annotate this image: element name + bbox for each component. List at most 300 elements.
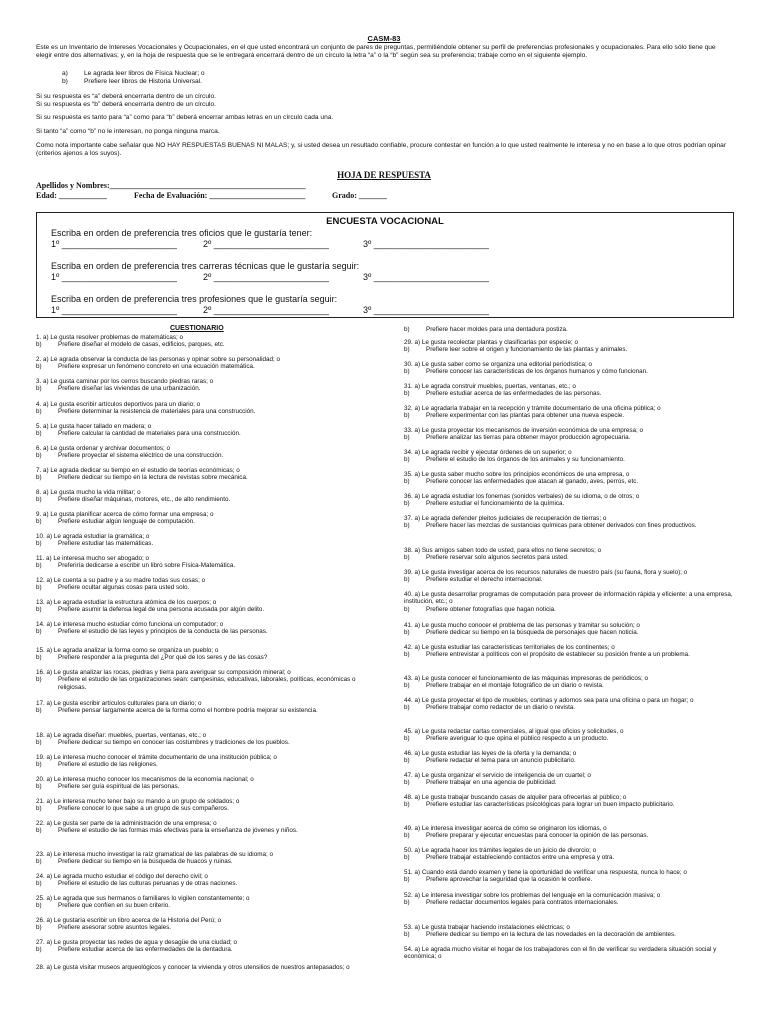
option-b-letter: b)	[36, 518, 42, 526]
question-option-b[interactable]	[36, 408, 378, 415]
option-b-letter: b)	[36, 739, 42, 747]
question-option-b[interactable]	[404, 326, 740, 333]
question-option-b[interactable]	[404, 682, 740, 689]
name-field[interactable]: Apellidos y Nombres:_________________________________________________	[36, 181, 306, 190]
option-b-letter: b)	[404, 478, 410, 486]
question-item	[404, 728, 740, 743]
question-item	[404, 515, 740, 530]
question-option-a[interactable]: 27. a) Le gusta proyectar las redes de agua y desagüe de una ciudad; o	[36, 939, 237, 946]
question-option-a[interactable]: 15. a) Le agrada analizar la forma como se organiza un pueblo; o	[36, 647, 219, 654]
question-option-b[interactable]	[36, 363, 378, 370]
question-option-b[interactable]	[404, 629, 740, 636]
option-b-letter: b)	[404, 605, 410, 613]
question-item	[36, 820, 378, 835]
question-option-b[interactable]	[36, 924, 378, 931]
question-option-b[interactable]	[36, 880, 378, 887]
option-b-letter: b)	[404, 522, 410, 530]
option-b-text: Prefiere trabajar en una agencia de publicidad.	[426, 779, 557, 787]
question-option-a[interactable]: 50. a) Le agrada hacer los trámites legales de un juicio de divorcio; o	[404, 847, 597, 854]
question-item	[404, 547, 740, 562]
rule-both: Si su respuesta es tanto para “a” como para “b” deberá encerrar ambas letras en un círculo cada una.	[36, 114, 334, 121]
question-option-b[interactable]	[36, 628, 378, 635]
option-b-letter: b)	[36, 363, 42, 371]
question-option-a[interactable]: 20. a) Le interesa mucho conocer los mecanismos de la economía nacional; o	[36, 776, 254, 783]
question-option-a[interactable]: 13. a) Le agrada estudiar la estructura atómica de los cuerpos; o	[36, 599, 217, 606]
question-item	[36, 776, 378, 791]
question-option-b[interactable]	[404, 854, 740, 861]
question-option-a[interactable]: 52. a) Le interesa investigar sobre los problemas del lenguaje en la comunicación masiva; o	[404, 892, 661, 899]
option-b-letter: b)	[36, 341, 42, 349]
question-option-a[interactable]: 45. a) Le gusta redactar cartas comerciales, al igual que oficios y solicitudes, o	[404, 728, 624, 735]
question-option-a[interactable]: 24. a) Le agrada mucho estudiar el código del derecho civil; o	[36, 873, 208, 880]
question-option-b[interactable]	[36, 654, 378, 661]
option-b-text: Prefiere estudiar las matemáticas.	[58, 540, 154, 548]
option-b-letter: b)	[404, 832, 410, 840]
question-option-b[interactable]	[36, 827, 378, 834]
option-b-letter: b)	[404, 931, 410, 939]
question-option-b[interactable]	[36, 518, 378, 525]
question-item	[404, 847, 740, 862]
question-item	[36, 873, 378, 888]
question-option-b[interactable]	[36, 606, 378, 613]
answer-carrera-2[interactable]: 2º _______________________	[203, 272, 329, 282]
survey-question-carreras: Escriba en orden de preferencia tres carreras técnicas que le gustaría seguir:	[51, 261, 360, 271]
question-item	[404, 644, 740, 659]
option-b-letter: b)	[36, 540, 42, 548]
question-option-a[interactable]: 14. a) Le interesa mucho estudiar cómo funciona un computador; o	[36, 621, 224, 628]
question-option-b[interactable]	[36, 452, 378, 459]
option-b-text: Prefiere calcular la cantidad de materiales para una construcción.	[58, 430, 241, 438]
option-b-letter: b)	[36, 924, 42, 932]
question-item	[404, 869, 740, 884]
option-b-letter: b)	[404, 779, 410, 787]
question-option-b[interactable]	[404, 522, 740, 529]
question-item	[36, 445, 378, 460]
option-b-letter: b)	[36, 584, 42, 592]
question-option-b[interactable]	[36, 474, 378, 481]
question-item	[36, 577, 378, 592]
question-option-a[interactable]: 30. a) Le gusta saber como se organiza una editorial periodística; o	[404, 361, 592, 368]
option-b-letter: b)	[36, 562, 42, 570]
question-item	[36, 669, 378, 691]
answer-profesion-2[interactable]: 2º _______________________	[203, 305, 329, 315]
question-option-b[interactable]	[404, 651, 740, 658]
question-item	[404, 892, 740, 907]
answer-oficio-2[interactable]: 2º _______________________	[203, 239, 329, 249]
questions-right-column	[404, 326, 740, 1024]
answer-sheet-heading: HOJA DE RESPUESTA	[337, 170, 431, 180]
option-b-letter: b)	[404, 434, 410, 442]
question-item	[36, 895, 378, 910]
answer-carrera-3[interactable]: 3º _______________________	[363, 272, 489, 282]
question-option-a[interactable]: 33. a) Le gusta proyectar los mecanismos de inversión económica de una empresa; o	[404, 427, 644, 434]
option-b-text: Prefiere diseñar el modelo de casas, edificios, parques, etc.	[58, 341, 225, 349]
question-item	[36, 467, 378, 482]
option-b-letter: b)	[404, 554, 410, 562]
question-option-b[interactable]	[404, 576, 740, 583]
question-item	[36, 533, 378, 548]
option-b-text: Prefiere estudiar acerca de las enfermedades de la dentadura.	[58, 946, 233, 954]
question-option-a[interactable]: 19. a) Le interesa mucho conocer el trámite documentario de una institución pública; o	[36, 754, 277, 761]
question-item	[36, 511, 378, 526]
question-option-a[interactable]: 35. a) Le gusta saber mucho sobre los principios económicos de una empresa, o	[404, 471, 630, 478]
option-b-text: Prefiere averiguar lo que opina el público respecto a un producto.	[426, 735, 609, 743]
option-b-letter: b)	[404, 346, 410, 354]
option-b-letter: b)	[404, 854, 410, 862]
option-b-letter: b)	[404, 682, 410, 690]
option-b-text: Prefiere expresar un fenómeno concreto en una ecuación matemática.	[58, 363, 255, 371]
option-b-letter: b)	[404, 629, 410, 637]
question-option-b[interactable]	[36, 805, 378, 812]
option-b-letter: b)	[36, 654, 42, 662]
question-option-b[interactable]	[36, 385, 378, 392]
question-option-a[interactable]: 7. a) Le agrada dedicar su tiempo en el estudio de teorías económicas; o	[36, 467, 240, 474]
option-b-letter: b)	[404, 651, 410, 659]
question-option-a[interactable]: 29. a) Le gusta recolectar plantas y clasificarlas por especie; o	[404, 339, 578, 346]
question-option-a[interactable]: 3. a) Le gusta caminar por los cerros buscando piedras raras; o	[36, 378, 214, 385]
option-b-letter: b)	[36, 707, 42, 715]
question-option-a[interactable]: 32. a) Le agradaría trabajar en la recepción y trámite documentario de una oficina pública; o	[404, 405, 661, 412]
question-item	[404, 383, 740, 398]
option-b-text: Prefiere estudiar algún lenguaje de computación.	[58, 518, 195, 526]
question-option-b[interactable]	[36, 707, 378, 714]
question-item	[36, 489, 378, 504]
option-b-letter: b)	[36, 946, 42, 954]
questions-left-column	[36, 334, 378, 1024]
question-option-b[interactable]	[404, 434, 740, 441]
question-item	[404, 471, 740, 486]
option-b-letter: b)	[36, 430, 42, 438]
question-item	[36, 555, 378, 570]
survey-heading: ENCUESTA VOCACIONAL	[326, 216, 444, 227]
option-b-text: Prefiere estudiar el derecho internacional.	[426, 576, 543, 584]
age-field[interactable]: Edad: ____________	[36, 191, 107, 200]
question-option-a[interactable]: 18. a) Le agrada diseñar: muebles, puertas, ventanas, etc.; o	[36, 732, 207, 739]
question-option-b[interactable]	[404, 390, 740, 397]
option-b-text: Prefiere reservar solo algunos secretos para usted.	[426, 554, 569, 562]
option-b-text: Prefiere pensar largamente acerca de la forma como el hombre podría mejorar su existencia.	[58, 707, 318, 715]
option-b-letter: b)	[36, 805, 42, 813]
option-b-text: Prefiere conocer lo que sabe a un grupo de sus compañeros.	[58, 805, 229, 813]
question-option-a[interactable]: 49. a) Le interesa investigar acerca de cómo se originaron los idiomas, o	[404, 825, 607, 832]
question-option-b[interactable]	[36, 946, 378, 953]
question-option-a[interactable]: 42. a) Le gusta estudiar las características territoriales de los continentes; o	[404, 644, 615, 651]
question-option-b[interactable]	[404, 346, 740, 353]
question-option-a[interactable]: 2. a) Le agrada observar la conducta de las personas y opinar sobre su personalidad; o	[36, 356, 280, 363]
question-item	[404, 794, 740, 809]
question-option-b[interactable]	[404, 478, 740, 485]
question-item	[404, 339, 740, 354]
question-item	[404, 697, 740, 712]
option-b-text: Prefiere estudiar acerca de las enfermedades de las personas.	[426, 390, 602, 398]
option-b-letter: b)	[36, 452, 42, 460]
option-b-letter: b)	[36, 676, 42, 684]
question-item	[404, 427, 740, 442]
option-b-text: Prefiere hacer moldes para una dentadura postiza.	[426, 326, 568, 333]
question-item	[36, 798, 378, 813]
question-option-b[interactable]	[36, 341, 378, 348]
option-b-letter: b)	[404, 500, 410, 508]
rule-b: Si su respuesta es “b” deberá encerrarla dentro de un círculo.	[36, 101, 216, 109]
grade-field[interactable]: Grado: _______	[332, 191, 387, 200]
rule-a: Si su respuesta es “a” deberá encerrarla dentro de un círculo.	[36, 93, 216, 100]
answer-oficio-1[interactable]: 1º _______________________	[51, 239, 177, 249]
question-item	[404, 449, 740, 464]
question-item	[36, 334, 378, 349]
example-option-b: b) Prefiere leer libros de Historia Universal.	[62, 78, 202, 86]
question-option-b[interactable]	[404, 931, 740, 938]
question-option-b[interactable]	[36, 676, 378, 691]
question-option-a[interactable]: 51. a) Cuando está dando examen y tiene la oportunidad de verificar una respuesta, nunca lo hace; o	[404, 869, 687, 876]
option-b-text: Prefiere dedicar su tiempo en la lectura de las novedades en la decoración de ambientes.	[426, 931, 676, 939]
option-b-text: Prefiere el estudio de las organizaciones sean: campesinas, educativas, laborales, políticas, económicas o religiosas.	[58, 676, 356, 691]
question-option-a[interactable]: 25. a) Le agrada que sus hermanos o familiares lo vigilen constantemente; o	[36, 895, 250, 902]
question-option-a[interactable]: 16. a) Le gusta analizar las rocas, piedras y tierra para averiguar su composición mineral; o	[36, 669, 291, 676]
important-note: Como nota importante cabe señalar que NO HAY RESPUESTAS BUENAS NI MALAS; y, si usted desea un resultado confiable, procure contestar en función a lo que usted realmente le interesa y no en base a lo que otros podrían opinar (criterios ajenos a los suyos).	[36, 142, 727, 158]
question-option-b[interactable]	[36, 562, 378, 569]
option-b-text: Prefiere el estudio de las religiones.	[58, 761, 158, 769]
question-item	[36, 851, 378, 866]
question-item	[36, 700, 378, 715]
option-b-letter: b)	[36, 880, 42, 888]
question-option-b[interactable]	[404, 704, 740, 711]
option-b-letter: b)	[404, 368, 410, 376]
question-option-a[interactable]: 21. a) Le interesa mucho tener bajo su mando a un grupo de soldados; o	[36, 798, 240, 805]
question-item	[36, 401, 378, 416]
question-option-a[interactable]: 4. a) Le gusta escribir artículos deportivos para un diario; o	[36, 401, 201, 408]
option-b-text: Prefiere redactar el tema para un anuncio publicitario.	[426, 757, 576, 765]
option-b-text: Prefiere asesorar sobre asuntos legales.	[58, 924, 172, 932]
option-b-text: Prefiere que confíen en su buen criterio.	[58, 902, 171, 910]
option-b-text: Prefiere conocer las enfermedades que atacan al ganado, aves, perros, etc.	[426, 478, 639, 486]
question-item	[404, 750, 740, 765]
question-option-b[interactable]	[36, 540, 378, 547]
option-b-letter: b)	[404, 390, 410, 398]
option-b-letter: b)	[36, 858, 42, 866]
question-item	[36, 647, 378, 662]
question-item	[36, 356, 378, 371]
question-option-b[interactable]	[404, 500, 740, 507]
option-b-text: Prefiere ocultar algunas cosas para usted solo.	[58, 584, 190, 592]
option-b-letter: b)	[36, 606, 42, 614]
question-option-b[interactable]	[36, 902, 378, 909]
rule-none: Si tanto “a” como “b” no le interesan, no ponga ninguna marca.	[36, 128, 220, 135]
answer-carrera-1[interactable]: 1º _______________________	[51, 272, 177, 282]
question-option-a[interactable]: 54. a) Le agrada mucho visitar el hogar de los trabajadores con el fin de verificar su verdadera situación social y económica; o	[404, 946, 717, 961]
question-item	[404, 493, 740, 508]
option-b-text: Prefiere hacer las mezclas de sustancias químicas para obtener derivados con fines productivos.	[426, 522, 697, 530]
example-option-a: a) Le agrada leer libros de Física Nuclear; o	[62, 70, 205, 77]
question-item	[404, 569, 740, 584]
question-option-a[interactable]: 39. a) Le gusta investigar acerca de los recursos naturales de nuestro país (su fauna, flora y suelo); o	[404, 569, 688, 576]
question-item	[36, 754, 378, 769]
question-option-a[interactable]: 31. a) Le agrada construir muebles, puertas, ventanas, etc.; o	[404, 383, 576, 390]
vocational-survey-box	[36, 212, 734, 318]
question-item	[404, 675, 740, 690]
option-b-letter: b)	[36, 827, 42, 835]
option-b-text: Prefiere dedicar su tiempo en la búsqueda de huacos y ruinas.	[58, 858, 233, 866]
option-b-text: Prefiere conocer las características de los órganos humanos y cómo funcionan.	[426, 368, 648, 376]
option-b-text: Prefiere el estudio de las formas más efectivas para la enseñanza de jóvenes y niños.	[58, 827, 298, 835]
question-option-b[interactable]	[404, 412, 740, 419]
rules-block	[36, 93, 732, 109]
question-item	[404, 591, 740, 613]
option-b-text: Prefiere aprovechar la seguridad que la ocasión le confiere.	[426, 876, 593, 884]
option-b-letter: b)	[36, 902, 42, 910]
question-option-a[interactable]: 9. a) Le gusta planificar acerca de cómo formar una empresa; o	[36, 511, 214, 518]
question-option-b[interactable]	[36, 496, 378, 503]
option-b-text: Prefiere redactar documentos legales para contratos internacionales.	[426, 899, 619, 907]
question-option-b[interactable]	[404, 779, 740, 786]
info-fields	[36, 191, 736, 200]
option-b-text: Preferiría dedicarse a escribir un libro sobre Física-Matemática.	[58, 562, 236, 570]
question-option-b[interactable]	[404, 554, 740, 561]
option-b-text: Prefiere proyectar el sistema eléctrico de una construcción.	[58, 452, 224, 460]
question-option-b[interactable]	[404, 899, 740, 906]
option-b-letter: b)	[404, 899, 410, 907]
option-b-text: Prefiere analizar las tierras para obtener mayor producción agropecuaria.	[426, 434, 631, 442]
example-block	[36, 70, 732, 86]
question-option-b[interactable]	[404, 606, 740, 613]
question-item	[404, 772, 740, 787]
option-b-letter: b)	[36, 783, 42, 791]
question-option-b[interactable]	[36, 430, 378, 437]
option-b-letter: b)	[404, 456, 410, 464]
option-b-text: Prefiere estudiar el funcionamiento de la química.	[426, 500, 565, 508]
option-b-text: Prefiere preparar y ejecutar encuestas para conocer la opinión de las personas.	[426, 832, 649, 840]
question-option-a[interactable]: 26. a) Le gustaría escribir un libro acerca de la Historia del Perú; o	[36, 917, 222, 924]
option-b-letter: b)	[404, 412, 410, 420]
question-item	[404, 946, 740, 961]
option-b-letter: b)	[404, 735, 410, 743]
option-b-letter: b)	[404, 757, 410, 765]
option-b-letter: b)	[36, 761, 42, 769]
option-b-text: Prefiere trabajar estableciendo contactos entre una empresa y otra.	[426, 854, 615, 862]
evaluation-date-field[interactable]: Fecha de Evaluación: ________________________	[134, 191, 306, 200]
question-option-a[interactable]: 48. a) Le gusta trabajar buscando casas de alquiler para ofrecerlas al público; o	[404, 794, 627, 801]
question-option-a[interactable]: 44. a) Le gusta proyectar el tipo de muebles, cortinas y adornos sea para una oficina o para un hogar; o	[404, 697, 694, 704]
option-b-letter: b)	[404, 704, 410, 712]
question-item	[404, 326, 740, 333]
option-b-text: Prefiere trabajar en el montaje fotográfico de un diario o revista.	[426, 682, 604, 690]
question-option-a[interactable]: 41. a) Le gusta mucho conocer el problema de las personas y tramitar su solución; o	[404, 622, 640, 629]
question-option-a[interactable]: 17. a) Le gusta escribir artículos culturales para un diario; o	[36, 700, 202, 707]
answer-profesion-3[interactable]: 3º _______________________	[363, 305, 489, 315]
question-option-a[interactable]: 46. a) Le gusta estudiar las leyes de la oferta y la demanda; o	[404, 750, 577, 757]
question-item	[404, 825, 740, 840]
question-item	[36, 732, 378, 747]
question-option-a[interactable]: 12. a) Le cuenta a su padre y a su madre todas sus cosas; o	[36, 577, 206, 584]
question-option-a[interactable]: 11. a) Le interesa mucho ser abogado; o	[36, 555, 149, 562]
document-title: CASM-83	[367, 34, 401, 43]
question-option-b[interactable]	[404, 735, 740, 742]
question-option-a[interactable]: 43. a) Le gusta conocer el funcionamiento de las máquinas impresoras de periódicos; o	[404, 675, 648, 682]
option-b-text: Prefiere estudiar las características psicológicas para lograr un buen impacto publicitario.	[426, 801, 675, 809]
option-b-text: Prefiere dedicar su tiempo en la búsqueda de personajes que hacen noticia.	[426, 629, 639, 637]
question-option-a[interactable]: 1. a) Le gusta resolver problemas de matemáticas; o	[36, 334, 183, 341]
question-item	[36, 599, 378, 614]
question-option-a[interactable]: 8. a) Le gusta mucho la vida militar; o	[36, 489, 141, 496]
option-b-text: Prefiere entrevistar a políticos con el propósito de establecer su posición frente a un problema.	[426, 651, 690, 659]
option-b-text: Prefiere experimentar con las plantas para obtener una nueva especie.	[426, 412, 625, 420]
question-option-b[interactable]	[404, 832, 740, 839]
option-b-letter: b)	[36, 628, 42, 636]
question-option-b[interactable]	[404, 757, 740, 764]
option-b-letter: b)	[404, 876, 410, 884]
question-option-a[interactable]: 6. a) Le gusta ordenar y archivar documentos; o	[36, 445, 171, 452]
option-b-letter: b)	[36, 474, 42, 482]
instructions-text: Este es un Inventario de Intereses Vocacionales y Ocupacionales, en el que usted encontrará un conjunto de pares de preguntas, permitiéndole obtener su perfil de preferencias profesionales y ocupacionales. Para ello sólo tiene que elegir entre dos alternativas; y, en la hoja de respuesta que se le entregará encerrará dentro de un círculo la letra “a” o la “b” según sea su preferencia; trabaje como en el siguiente ejemplo.	[36, 44, 716, 60]
option-b-text: Prefiere diseñar las viviendas de una urbanización.	[58, 385, 201, 393]
question-option-a[interactable]: 10. a) Le agrada estudiar la gramática; o	[36, 533, 150, 540]
question-item	[36, 917, 378, 932]
question-option-a[interactable]: 23. a) Le interesa mucho investigar la raíz gramatical de las palabras de su idioma; o	[36, 851, 273, 858]
question-option-b[interactable]	[36, 858, 378, 865]
question-option-a[interactable]: 47. a) Le gusta organizar el servicio de inteligencia de un cuartel; o	[404, 772, 591, 779]
option-b-letter: b)	[404, 326, 410, 333]
question-option-a[interactable]: 36. a) Le agrada estudiar los fonemas (sonidos verbales) de su idioma, o de otros; o	[404, 493, 640, 500]
option-b-text: Prefiere responder a la pregunta del ¿Por qué de los seres y de las cosas?	[58, 654, 268, 662]
option-b-letter: b)	[404, 801, 410, 809]
option-b-text: Prefiere asumir la defensa legal de una persona acusada por algún delito.	[58, 606, 265, 614]
question-item	[404, 924, 740, 939]
question-option-b[interactable]	[36, 783, 378, 790]
question-item	[36, 621, 378, 636]
question-option-a[interactable]: 22. a) Le gusta ser parte de la administración de una empresa; o	[36, 820, 217, 827]
option-b-letter: b)	[404, 576, 410, 584]
option-b-text: Prefiere el estudio de las leyes y principios de la conducta de las personas.	[58, 628, 268, 636]
question-item	[36, 939, 378, 954]
answer-oficio-3[interactable]: 3º _______________________	[363, 239, 489, 249]
question-option-a[interactable]: 53. a) Le gusta trabajar haciendo instalaciones eléctricas; o	[404, 924, 570, 931]
question-option-a[interactable]: 40. a) Le gusta desarrollar programas de computación para proveer de información rápida y eficiente: a una empresa, institución, etc.; o	[404, 591, 733, 606]
answer-profesion-1[interactable]: 1º _______________________	[51, 305, 177, 315]
option-b-letter: b)	[36, 496, 42, 504]
option-b-text: Prefiere leer sobre el origen y funcionamiento de las plantas y animales.	[426, 346, 628, 354]
question-item	[404, 361, 740, 376]
option-b-text: Prefiere dedicar su tiempo en conocer las costumbres y tradiciones de los pueblos.	[58, 739, 290, 747]
question-option-b[interactable]	[36, 761, 378, 768]
option-b-text: Prefiere obtener fotografías que hagan noticia.	[426, 605, 556, 613]
option-b-text: Prefiere el estudio de las culturas peruanas y de otras naciones.	[58, 880, 238, 888]
option-b-text: Prefiere ser guía espiritual de las personas.	[58, 783, 180, 791]
question-item	[404, 622, 740, 637]
question-item	[404, 405, 740, 420]
question-option-a[interactable]: 5. a) Le gusta hacer tallado en madera; o	[36, 423, 152, 430]
option-b-text: Prefiere el estudio de los órganos de los animales y su funcionamiento.	[426, 456, 625, 464]
question-option-b[interactable]	[404, 801, 740, 808]
question-option-b[interactable]	[404, 368, 740, 375]
option-b-text: Prefiere dedicar su tiempo en la lectura de revistas sobre mecánica.	[58, 474, 248, 482]
questionnaire-heading: CUESTIONARIO	[170, 325, 224, 332]
option-b-letter: b)	[36, 408, 42, 416]
intro-paragraph	[36, 44, 732, 60]
question-option-b[interactable]	[36, 739, 378, 746]
option-b-text: Prefiere determinar la resistencia de materiales para una construcción.	[58, 408, 256, 416]
survey-question-oficios: Escriba en orden de preferencia tres oficios que le gustaría tener:	[51, 228, 313, 238]
question-option-a[interactable]: 28. a) Le gusta visitar museos arqueológicos y conocer la vivienda y otros utensilios de nuestros antepasados; o	[36, 964, 350, 971]
question-option-b[interactable]	[404, 876, 740, 883]
question-option-a[interactable]: 37. a) Le agrada defender pleitos judiciales de recuperación de tierras; o	[404, 515, 607, 522]
question-option-a[interactable]: 34. a) Le agrada recibir y ejecutar órdenes de un superior; o	[404, 449, 572, 456]
option-b-text: Prefiere diseñar máquinas, motores, etc., de alto rendimiento.	[58, 496, 231, 504]
question-item	[36, 964, 378, 971]
question-option-a[interactable]: 38. a) Sus amigos saben todo de usted, para ellos no tiene secretos; o	[404, 547, 602, 554]
question-option-b[interactable]	[36, 584, 378, 591]
option-b-text: Prefiere trabajar como redactor de un diario o revista.	[426, 704, 576, 712]
question-option-b[interactable]	[404, 456, 740, 463]
question-item	[36, 378, 378, 393]
